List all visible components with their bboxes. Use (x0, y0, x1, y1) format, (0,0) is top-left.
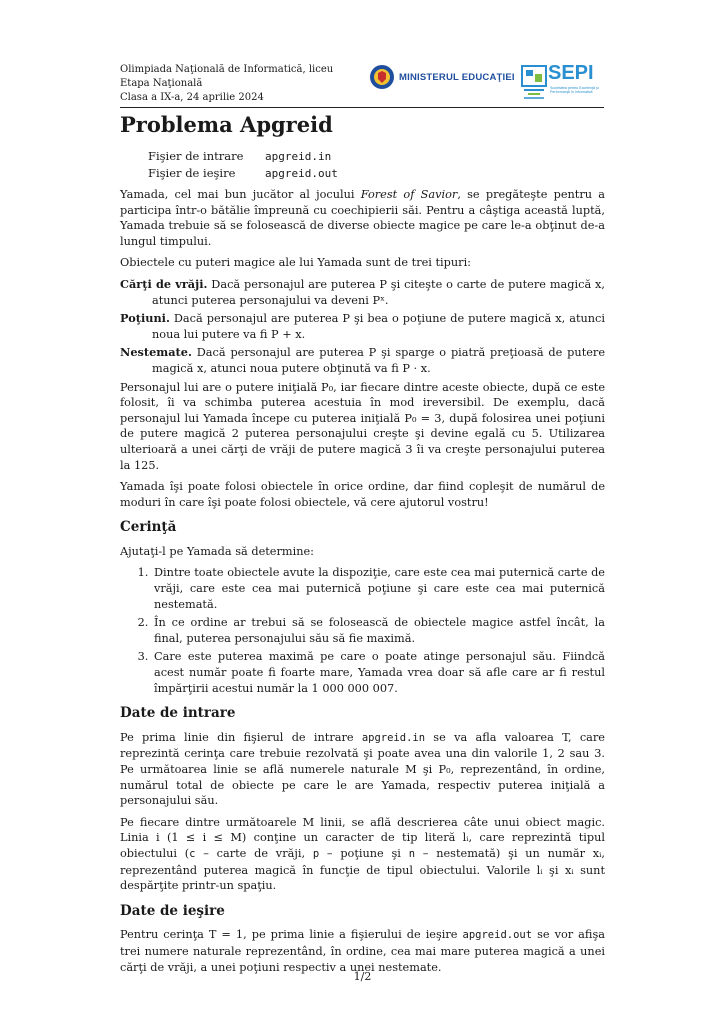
input-heading: Date de intrare (120, 705, 236, 722)
types-intro: Obiectele cu puteri magice ale lui Yamada sunt de trei tipuri: (120, 256, 471, 270)
file-names (148, 148, 338, 182)
requirement-list (120, 565, 605, 696)
contest-stage: Etapa Naţională (120, 78, 203, 89)
output-file-value: apgreid.out (265, 167, 338, 180)
list-item: 1. Dintre toate obiectele avute la dispoziţie, care este cea mai puternică carte de vrăji, care este cea mai puternică poţiune şi care este cea mai puternică nestemată. (152, 565, 605, 612)
ministry-label: MINISTERUL EDUCAŢIEI (399, 71, 515, 83)
ministry-logo (369, 64, 515, 90)
requirement-heading: Cerinţă (120, 519, 177, 536)
page-number: 1/2 (353, 970, 372, 983)
output-file-label: Fişier de ieşire (148, 166, 236, 180)
input-paragraph-1: Pe prima linie din fişierul de intrare apgreid.in se va afla valoarea T, care reprezintă cerinţa care trebuie rezolvată şi poate avea una din valorile 1, 2 sau 3. Pe următoarea linie se află numerele naturale M şi P₀, reprezentând, în ordine, numărul total de obiecte pe care le are Yamada, respectiv puterea iniţială a personajului său. (120, 730, 605, 808)
intro-paragraph: Yamada, cel mai bun jucător al jocului Forest of Savior, se pregăteşte pentru a participa într-o bătălie împreună cu coechipierii săi. Pentru a câştiga această luptă, Yamada trebuie să se folosească de diverse obiecte magice pe care le-a obţinut de-a lungul timpului. (120, 188, 605, 248)
type-spell-books: Cărţi de vrăji. Dacă personajul are puterea P şi citeşte o carte de putere magică x, atunci puterea personajului va deveni Pˣ. (120, 276, 606, 307)
input-file-label: Fişier de intrare (148, 149, 244, 163)
sepi-logo (520, 60, 610, 108)
contest-header (120, 63, 333, 105)
output-heading: Date de ieşire (120, 902, 225, 919)
list-item: 2. În ce ordine ar trebui să se folosească de obiectele magice astfel încât, la final, puterea personajului său să fie maximă. (152, 615, 605, 646)
problem-title: Problema Apgreid (120, 112, 333, 137)
help-paragraph: Yamada îşi poate folosi obiectele în orice ordine, dar fiind copleşit de numărul de moduri în care îşi poate folosi obiectele, vă cere ajutorul vostru! (120, 480, 605, 509)
ministry-crest-icon (369, 64, 395, 90)
output-file-row (148, 165, 338, 182)
output-paragraph: Pentru cerinţa T = 1, pe prima linie a fişierului de ieşire apgreid.out se vor afişa trei numere naturale reprezentând, în ordine, cea mai mare puterea magică a unei cărţi de vrăji, a unei poţiuni respectiv a unei nestemate. (120, 928, 605, 974)
type-gems: Nestemate. Dacă personajul are puterea P şi sparge o piatră preţioasă de putere magică x, atunci noua putere obţinută va fi P · x. (120, 345, 605, 375)
contest-class-date: Clasa a IX-a, 24 aprilie 2024 (120, 92, 264, 103)
example-paragraph: Personajul lui are o putere iniţială P₀, iar fiecare dintre aceste obiecte, după ce este folosit, îi va schimba puterea acestuia în mod ireversibil. De exemplu, dacă personajul lui Yamada începe cu puterea iniţială P₀ = 3, după folosirea unei poţiuni de putere magică 2 puterea personajului creşte şi devine egală cu 5. Utilizarea ulterioară a unei cărţi de vrăji de putere magică 3 îi va creşte personajului puterea la 125. (120, 380, 605, 472)
list-item: 3. Care este puterea maximă pe care o poate atinge personajul său. Fiindcă acest număr poate fi foarte mare, Yamada vrea doar să afle care ar fi restul împărţirii acestui număr la 1 000 000 007. (152, 649, 605, 696)
sepi-label: SEPI (548, 62, 594, 84)
input-file-value: apgreid.in (265, 150, 332, 163)
contest-name: Olimpiada Naţională de Informatică, liceu (120, 64, 334, 75)
input-paragraph-2: Pe fiecare dintre următoarele M linii, se află descrierea câte unui obiect magic. Linia i (1 ≤ i ≤ M) conţine un caracter de tip literă lᵢ, care reprezintă tipul obiectului (c – carte de vrăji, p – poţiune şi n – nestemată) şi un număr xᵢ, reprezentând puterea magică în funcţie de tipul obiectului. Valorile lᵢ şi xᵢ sunt despărţite printr-un spaţiu. (120, 815, 605, 893)
game-name: Forest of Savior (360, 188, 458, 201)
header-divider (120, 107, 604, 108)
sepi-subtitle: Societatea pentru Excelenţă şi Performanţă în Informatică (550, 86, 599, 95)
input-file-row (148, 148, 338, 165)
requirement-intro: Ajutaţi-l pe Yamada să determine: (120, 544, 314, 558)
problem-body (120, 187, 605, 981)
type-potions: Poţiuni. Dacă personajul are puterea P şi bea o poţiune de putere magică x, atunci noua lui putere va fi P + x. (120, 311, 605, 341)
